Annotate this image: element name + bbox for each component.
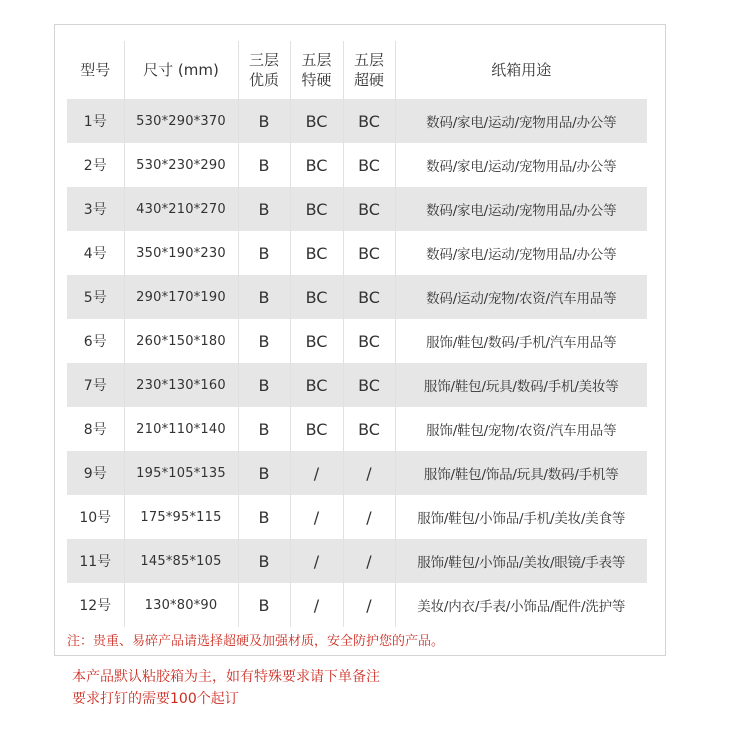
cell-model: 6号 [83,334,107,350]
header-three-layer-line2: 优质 [248,71,279,89]
cell-usage: 数码/家电/运动/宠物用品/办公等 [395,99,647,143]
cell-usage: 服饰/鞋包/小饰品/手机/美妆/美食等 [395,495,647,539]
cell-five-layer-super: BC [343,143,395,187]
cell-usage: 数码/运动/宠物/农资/汽车用品等 [395,275,647,319]
cell-five-layer-special: BC [290,407,343,451]
cell-five-layer-super: / [343,451,395,495]
cell-five-layer-special: BC [290,363,343,407]
cell-usage: 服饰/鞋包/饰品/玩具/数码/手机等 [395,451,647,495]
fragile-note: 注：贵重、易碎产品请选择超硬及加强材质，安全防护您的产品。 [67,634,445,649]
cell-three-layer: B [238,99,290,143]
cell-model: 3号 [83,202,107,218]
cell-model: 4号 [83,246,107,262]
cell-size: 230*130*160 [124,363,238,407]
cell-size: 290*170*190 [124,275,238,319]
cell-five-layer-super: BC [343,231,395,275]
cell-five-layer-super: / [343,495,395,539]
cell-three-layer: B [238,407,290,451]
cell-model: 9号 [83,466,107,482]
cell-five-layer-special: / [290,495,343,539]
table-row [67,143,647,187]
cell-usage: 服饰/鞋包/数码/手机/汽车用品等 [395,319,647,363]
size-table-card [54,24,666,656]
cell-five-layer-super: BC [343,99,395,143]
cell-size: 260*150*180 [124,319,238,363]
cell-five-layer-special: BC [290,275,343,319]
cell-three-layer: B [238,143,290,187]
table-row [67,495,647,539]
cell-model: 1号 [83,114,107,130]
cell-size: 430*210*270 [124,187,238,231]
header-size: 尺寸 (mm) [124,41,238,99]
cell-size: 350*190*230 [124,231,238,275]
cell-model: 8号 [83,422,107,438]
order-note-staple: 要求打钉的需要100个起订 [72,691,239,707]
table-row [67,275,647,319]
cell-size: 175*95*115 [124,495,238,539]
table-row [67,231,647,275]
cell-size: 145*85*105 [124,539,238,583]
cell-three-layer: B [238,451,290,495]
cell-size: 530*290*370 [124,99,238,143]
header-five-layer-super-line2: 超硬 [353,71,384,89]
cell-usage: 服饰/鞋包/宠物/农资/汽车用品等 [395,407,647,451]
cell-three-layer: B [238,539,290,583]
table-row [67,363,647,407]
cell-three-layer: B [238,583,290,627]
cell-five-layer-super: BC [343,187,395,231]
header-five-layer-special-line1: 五层 [301,51,332,69]
cell-five-layer-super: / [343,539,395,583]
cell-usage: 数码/家电/运动/宠物用品/办公等 [395,143,647,187]
cell-usage: 服饰/鞋包/小饰品/美妆/眼镜/手表等 [395,539,647,583]
cell-five-layer-special: / [290,451,343,495]
cell-model: 12号 [79,598,112,614]
cell-three-layer: B [238,231,290,275]
cell-three-layer: B [238,363,290,407]
header-five-layer-special [290,41,343,99]
cell-three-layer: B [238,187,290,231]
cell-usage: 服饰/鞋包/玩具/数码/手机/美妆等 [395,363,647,407]
table-row [67,407,647,451]
cell-five-layer-special: BC [290,187,343,231]
cell-five-layer-super: / [343,583,395,627]
header-usage: 纸箱用途 [395,41,647,99]
table-row [67,451,647,495]
cell-five-layer-special: BC [290,99,343,143]
table-row [67,583,647,627]
table-row [67,99,647,143]
cell-five-layer-super: BC [343,407,395,451]
order-note-glue: 本产品默认粘胶箱为主，如有特殊要求请下单备注 [72,669,380,685]
cell-model: 11号 [79,554,112,570]
table-header-row [67,41,647,99]
cell-model: 2号 [83,158,107,174]
cell-five-layer-special: / [290,539,343,583]
header-five-layer-special-line2: 特硬 [301,71,332,89]
cell-five-layer-super: BC [343,275,395,319]
cell-three-layer: B [238,319,290,363]
header-five-layer-super [343,41,395,99]
cell-size: 195*105*135 [124,451,238,495]
cell-usage: 美妆/内衣/手表/小饰品/配件/洗护等 [395,583,647,627]
cell-usage: 数码/家电/运动/宠物用品/办公等 [395,231,647,275]
cell-size: 210*110*140 [124,407,238,451]
cell-five-layer-super: BC [343,319,395,363]
cell-model: 7号 [83,378,107,394]
cell-three-layer: B [238,275,290,319]
cell-three-layer: B [238,495,290,539]
cell-five-layer-special: BC [290,231,343,275]
header-three-layer-line1: 三层 [248,51,279,69]
cell-model: 5号 [83,290,107,306]
order-notes [72,666,380,710]
cell-size: 130*80*90 [124,583,238,627]
table-row [67,319,647,363]
cell-five-layer-super: BC [343,363,395,407]
header-five-layer-super-line1: 五层 [353,51,384,69]
cell-five-layer-special: / [290,583,343,627]
carton-size-table [67,41,647,627]
table-row [67,539,647,583]
header-model: 型号 [80,61,111,79]
header-three-layer [238,41,290,99]
cell-size: 530*230*290 [124,143,238,187]
cell-five-layer-special: BC [290,319,343,363]
cell-model: 10号 [79,510,112,526]
cell-usage: 数码/家电/运动/宠物用品/办公等 [395,187,647,231]
table-row [67,187,647,231]
cell-five-layer-special: BC [290,143,343,187]
